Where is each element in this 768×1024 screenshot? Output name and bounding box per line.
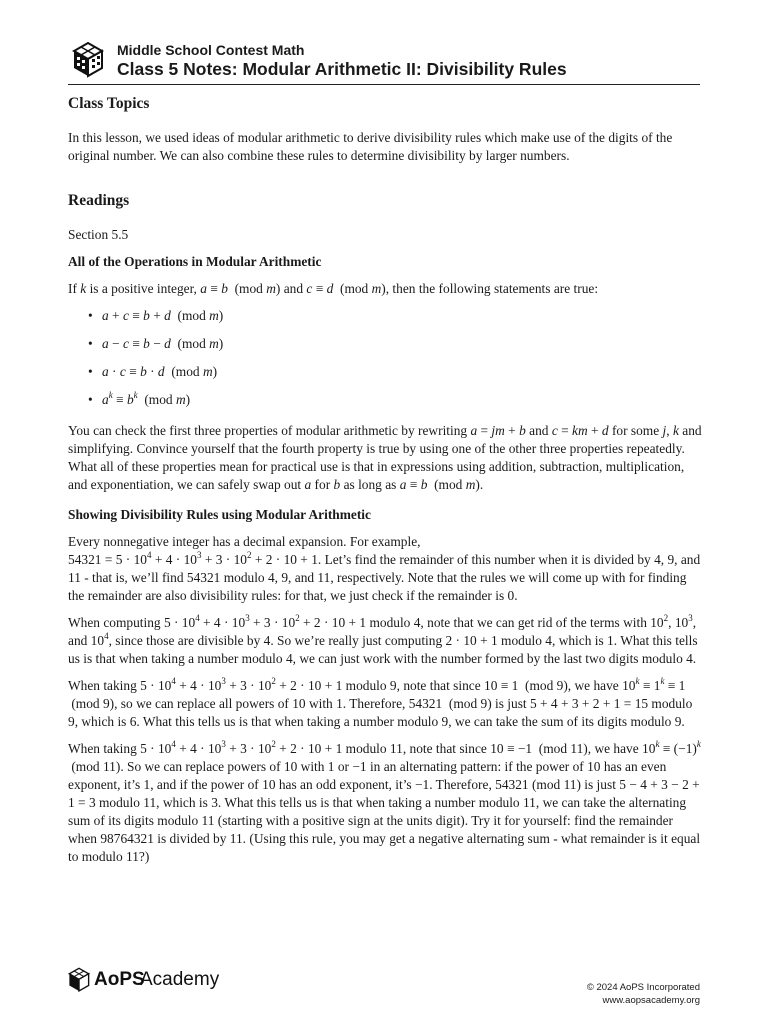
footer-info <box>587 981 700 1007</box>
readings-heading: Readings <box>68 192 130 209</box>
operations-intro: If k is a positive integer, a ≡ b (mod m) and c ≡ d (mod m), then the following statements are true: <box>68 281 599 296</box>
list-item: • a · c ≡ b · d (mod m) <box>88 364 218 379</box>
properties-list <box>68 307 702 419</box>
operations-heading: All of the Operations in Modular Arithmetic <box>68 254 322 269</box>
modulo-4-para: When computing $5 \cdot 10^4 + 4 \cdot 10^3 + 3 \cdot 10^2 + 2 \cdot 10 + 1$ modulo 4, note that we can get rid of the terms with $10^2$, $10^3$, and $10^4$, since those are divisible by 4. So we’re really just computing 2 · 10 + 1 modulo 4, which is 1. What this tells us is that when taking a number modulo 4, we can just work with the number formed by the last two digits modulo 4. <box>68 612 698 666</box>
readings-section: Section 5.5 <box>68 227 129 242</box>
list-item: • $a^k \equiv b^k$ (mod m) <box>88 389 191 407</box>
list-item: • a + c ≡ b + d (mod m) <box>88 308 224 323</box>
modulo-9-para: When taking $5 \cdot 10^4 + 4 \cdot 10^3 + 3 \cdot 10^2 + 2 \cdot 10 + 1$ modulo 9, note that since 10 ≡ 1 (mod 9), we have $10^k \equiv 1^k \equiv 1$ (mod 9), so we can replace all powers of 10 with 1. Therefore, 54321 (mod 9) is just 5 + 4 + 3 + 2 + 1 = 15 modulo 9, which is 6. What this tells us is that when taking a number modulo 9, we can take the sum of its digits modulo 9. <box>68 675 693 729</box>
brand-academy: Academy <box>140 969 220 990</box>
class-topics-heading: Class Topics <box>68 95 150 112</box>
brand-aops: AoPS <box>94 969 145 990</box>
page-header <box>68 40 700 85</box>
properties-explanation: You can check the first three properties of modular arithmetic by rewriting a = jm + b and c = km + d for some j, k and simplifying. Convince yourself that the fourth property is true by using one of the other three properties repeatedly. What all of these properties mean for practical use is that in expressions using addition, subtraction, multiplication, and exponentiation, we can safely swap out a for b as long as a ≡ b (mod m). <box>68 423 702 492</box>
class-topics-text: In this lesson, we used ideas of modular arithmetic to derive divisibility rules which make use of the digits of the original number. We can also combine these rules to determine divisibility by larger numbers. <box>68 130 673 163</box>
copyright-text: © 2024 AoPS Incorporated <box>586 982 700 993</box>
divisibility-heading: Showing Divisibility Rules using Modular Arithmetic <box>68 507 371 522</box>
aops-academy-logo <box>68 967 218 995</box>
main-content <box>68 94 702 875</box>
aops-cube-icon <box>68 967 90 993</box>
decimal-expansion-para: Every nonnegative integer has a decimal expansion. For example, $54321 = 5 \cdot 10^4 + 4 \cdot 10^3 + 3 \cdot 10^2 + 2 \cdot 10 + 1$. Let’s find the remainder of this number when it is divided by 4, 9, and 11 - that is, we’ll find 54321 modulo 4, 9, and 11, respectively. Note that the rules we will come up with for finding the remainder are also divisibility rules: for that, we just check if the remainder is 0. <box>68 534 701 603</box>
course-subtitle: Middle School Contest Math <box>117 42 305 58</box>
page-title: Class 5 Notes: Modular Arithmetic II: Divisibility Rules <box>117 59 567 79</box>
website-url[interactable]: www.aopsacademy.org <box>602 995 700 1006</box>
list-item: • a − c ≡ b − d (mod m) <box>88 336 224 351</box>
aops-cube-logo-icon <box>72 42 104 78</box>
modulo-11-para: When taking $5 \cdot 10^4 + 4 \cdot 10^3 + 3 \cdot 10^2 + 2 \cdot 10 + 1$ modulo 11, note that since 10 ≡ −1 (mod 11), we have $10^k \equiv (-1)^k$ (mod 11). So we can replace powers of 10 with 1 or −1 in an alternating pattern: if the power of 10 has an even exponent, it’s 1, and if the power of 10 has an odd exponent, it’s −1. Therefore, 54321 (mod 11) is just 5 − 4 + 3 − 2 + 1 = 3 modulo 11, which is 3. What this tells us is that when taking a number modulo 11, we can take the alternating sum of its digits modulo 11 (starting with a positive sign at the units digit). Try it for yourself: find the remainder when 98764321 is divided by 11. (Using this rule, you may get a negative alternating sum - what remainder is it equal to modulo 11?) <box>68 738 701 864</box>
